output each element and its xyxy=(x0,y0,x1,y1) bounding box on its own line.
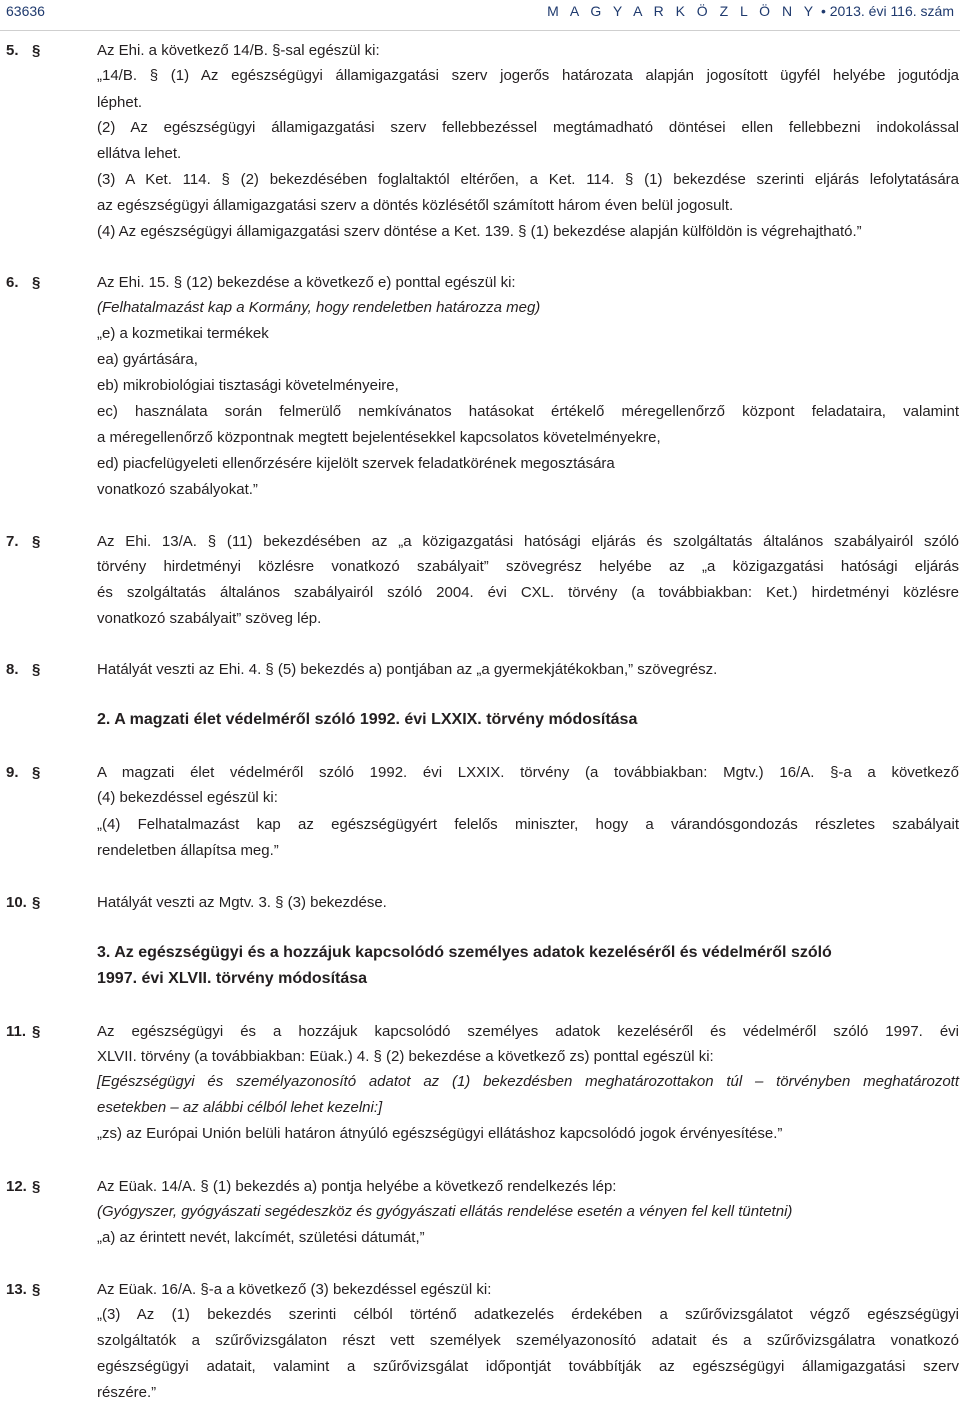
text-line: eb) mikrobiológiai tisztasági követelményeire, xyxy=(97,377,399,394)
section-sign: § xyxy=(32,894,41,911)
paragraph-number: 11. xyxy=(6,1023,27,1040)
text-line: az egészségügyi államigazgatási szerv a döntés közlésétől számított három éven belül jogosult. xyxy=(97,197,734,214)
text-line: ea) gyártására, xyxy=(97,351,198,368)
text-line: Az Ehi. 13/A. § (11) bekezdésében az „a közigazgatási hatósági eljárás és szolgáltatás általános szabályairól szóló xyxy=(97,533,959,550)
text-line: Hatályát veszti az Mgtv. 3. § (3) bekezdése. xyxy=(97,894,387,911)
section-sign: § xyxy=(32,661,41,678)
text-line: vonatkozó szabályokat.” xyxy=(97,481,258,498)
text-line: Hatályát veszti az Ehi. 4. § (5) bekezdés a) pontjában az „a gyermekjátékokban,” szövegrész. xyxy=(97,661,718,678)
section-sign: § xyxy=(32,533,41,550)
text-line: egészségügyi adatait, valamint a szűrővizsgálat időpontját továbbítják az egészségügyi államigazgatási szerv xyxy=(97,1358,959,1375)
text-line: a méregellenőrző központnak megtett bejelentésekkel kapcsolatos követelményekre, xyxy=(97,429,661,446)
text-line: Az egészségügyi és a hozzájuk kapcsolódó személyes adatok kezeléséről és védelméről szóló 1997. évi xyxy=(97,1023,959,1040)
text-line: (Felhatalmazást kap a Kormány, hogy rendeletben határozza meg) xyxy=(97,299,541,316)
section-sign: § xyxy=(32,274,41,291)
paragraph-number: 9. xyxy=(6,764,19,781)
text-line: (3) A Ket. 114. § (2) bekezdésében foglaltaktól eltérően, a Ket. 114. § (1) bekezdése szerinti eljárás lefolytatására xyxy=(97,171,959,188)
section-heading: 2. A magzati élet védelméről szóló 1992. évi LXXIX. törvény módosítása xyxy=(97,711,638,728)
text-line: szolgáltatók a szűrővizsgálaton részt vett személyek személyazonosító adatait és a szűrővizsgálatra vonatkozó xyxy=(97,1332,959,1349)
text-line: Az Ehi. 15. § (12) bekezdése a következő e) ponttal egészül ki: xyxy=(97,274,516,291)
text-line: „(4) Felhatalmazást kap az egészségügyért felelős miniszter, hogy a várandósgondozás részletes szabályait xyxy=(97,816,959,833)
text-line: (4) Az egészségügyi államigazgatási szerv döntése a Ket. 139. § (1) bekezdése alapján külföldön is végrehajtható.” xyxy=(97,223,862,240)
text-line: Az Eüak. 16/A. §-a a következő (3) bekezdéssel egészül ki: xyxy=(97,1281,492,1298)
text-line: Az Ehi. a következő 14/B. §-sal egészül ki: xyxy=(97,42,380,59)
section-sign: § xyxy=(32,764,41,781)
text-line: ellátva lehet. xyxy=(97,145,182,162)
publication-name: M A G Y A R K Ö Z L Ö N Y xyxy=(547,3,818,19)
paragraph-number: 12. xyxy=(6,1178,27,1195)
text-line: „(3) Az (1) bekezdés szerinti célból történő adatkezelés érdekében a szűrővizsgálatot végző egészségügyi xyxy=(97,1306,959,1323)
section-sign: § xyxy=(32,1178,41,1195)
text-line: (4) bekezdéssel egészül ki: xyxy=(97,789,278,806)
paragraph-number: 7. xyxy=(6,533,19,550)
paragraph-number: 5. xyxy=(6,42,19,59)
text-line: vonatkozó szabályait” szöveg lép. xyxy=(97,610,322,627)
paragraph-number: 13. xyxy=(6,1281,27,1298)
section-sign: § xyxy=(32,1281,41,1298)
section-sign: § xyxy=(32,1023,41,1040)
paragraph-number: 8. xyxy=(6,661,19,678)
text-line: XLVII. törvény (a továbbiakban: Eüak.) 4. § (2) bekezdése a következő zs) ponttal egészül ki: xyxy=(97,1048,714,1065)
text-line: A magzati élet védelméről szóló 1992. évi LXXIX. törvény (a továbbiakban: Mgtv.) 16/A. §-a a következő xyxy=(97,764,959,781)
text-line: „14/B. § (1) Az egészségügyi államigazgatási szerv jogerős határozata alapján jogosított ügyfél helyébe jogutódja xyxy=(97,67,959,84)
text-line: törvény hirdetményi közlésre vonatkozó szabályait” szövegrész helyébe az „a közigazgatási hatósági eljárás xyxy=(97,558,959,575)
text-line: [Egészségügyi és személyazonosító adatot az (1) bekezdésben meghatározottakon túl – törvényben meghatározott xyxy=(97,1073,959,1090)
text-line: „zs) az Európai Unión belüli határon átnyúló egészségügyi ellátáshoz kapcsolódó jogok érvényesítése.” xyxy=(97,1125,783,1142)
publication-title xyxy=(547,3,954,19)
text-line: „e) a kozmetikai termékek xyxy=(97,325,269,342)
paragraph-number: 10. xyxy=(6,894,27,911)
page-number: 63636 xyxy=(6,3,45,19)
text-line: léphet. xyxy=(97,94,143,111)
section-heading: 1997. évi XLVII. törvény módosítása xyxy=(97,970,368,987)
text-line: ec) használata során felmerülő nemkívánatos hatásokat értékelő méregellenőrző központ feladataira, valamint xyxy=(97,403,959,420)
text-line: (Gyógyszer, gyógyászati segédeszköz és gyógyászati ellátás rendelése esetén a vényen fel kell tüntetni) xyxy=(97,1203,793,1220)
text-line: ed) piacfelügyeleti ellenőrzésére kijelölt szervek feladatkörének megosztására xyxy=(97,455,615,472)
text-line: részére.” xyxy=(97,1384,157,1401)
text-line: (2) Az egészségügyi államigazgatási szerv fellebbezéssel megtámadható döntései ellen fellebbezni indokolással xyxy=(97,119,959,136)
section-heading: 3. Az egészségügyi és a hozzájuk kapcsolódó személyes adatok kezeléséről és védelméről szóló xyxy=(97,944,832,961)
text-line: és szolgáltatás általános szabályairól szóló 2004. évi CXL. törvény (a továbbiakban: Ket.) hirdetményi közlésre xyxy=(97,584,959,601)
text-line: esetekben – az alábbi célból lehet kezelni:] xyxy=(97,1099,383,1116)
issue-info: • 2013. évi 116. szám xyxy=(820,3,954,19)
text-line: „a) az érintett nevét, lakcímét, születési dátumát,” xyxy=(97,1229,425,1246)
text-line: rendeletben állapítsa meg.” xyxy=(97,842,279,859)
paragraph-number: 6. xyxy=(6,274,19,291)
section-sign: § xyxy=(32,42,41,59)
text-line: Az Eüak. 14/A. § (1) bekezdés a) pontja helyébe a következő rendelkezés lép: xyxy=(97,1178,617,1195)
page-header xyxy=(0,0,960,31)
